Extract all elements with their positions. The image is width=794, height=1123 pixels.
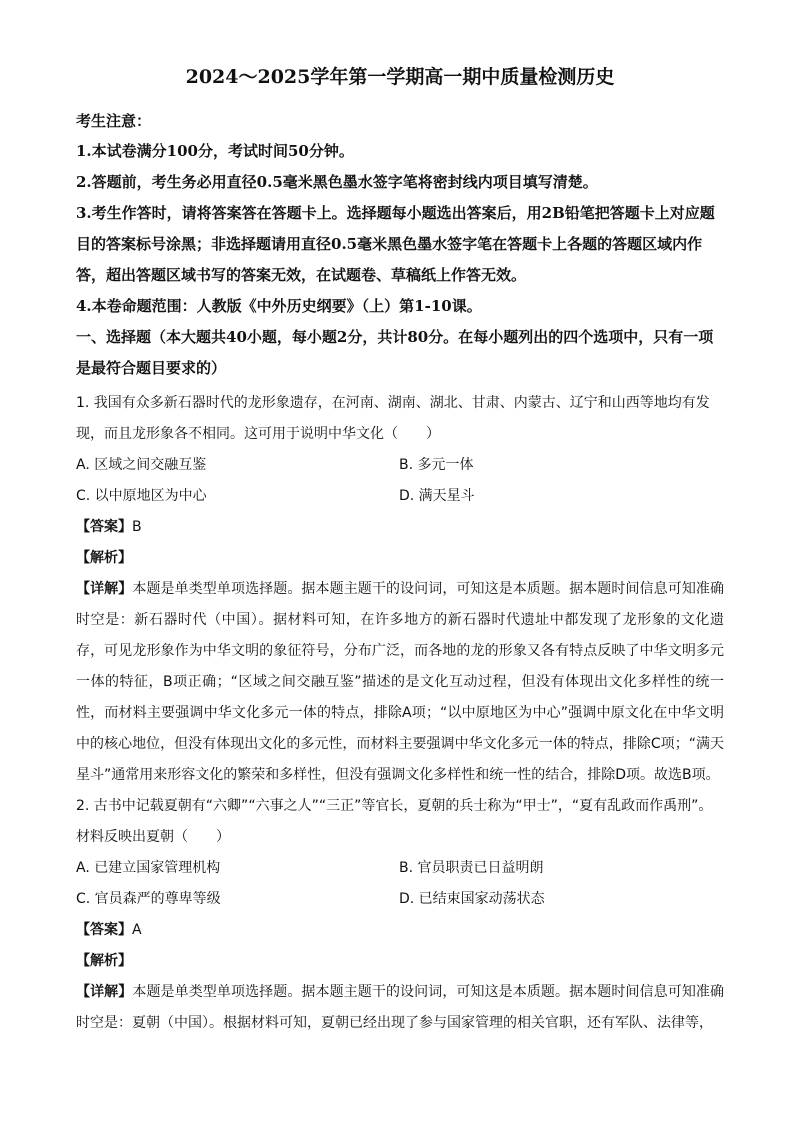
option-a: A. 已建立国家管理机构 [76, 860, 221, 876]
answer-tag: 【答案】 [76, 922, 132, 938]
notice-item: 4.本卷命题范围：人教版《中外历史纲要》（上）第1-10课。 [76, 297, 482, 315]
analysis-tag: 【解析】 [76, 550, 132, 566]
question-stem: 2. 古书中记载夏朝有“六卿”“六事之人”“三正”等官长，夏朝的兵士称为“甲士”，“夏有乱政而作禹刑”。材料反映出夏朝（ ） [76, 798, 713, 845]
analysis-line [76, 543, 724, 574]
notice-heading: 考生注意： [76, 112, 152, 130]
answer-tag: 【答案】 [76, 519, 132, 535]
detail-tag: 【详解】 [76, 984, 133, 1000]
option-c: C. 官员森严的尊卑等级 [76, 891, 221, 907]
answer-value: A [132, 922, 142, 938]
detail-text: 本题是单类型单项选择题。据本题主题干的设问词，可知这是本质题。据本题时间信息可知准确时空是：夏朝（中国）。根据材料可知，夏朝已经出现了参与国家管理的相关官职，还有军队、法律等， [76, 984, 725, 1031]
question-2 [76, 791, 724, 1039]
option-c: C. 以中原地区为中心 [76, 488, 207, 504]
exam-page [76, 62, 724, 1039]
question-options [76, 450, 724, 512]
answer-line [76, 915, 724, 946]
notice-item: 1.本试卷满分100分，考试时间50分钟。 [76, 142, 354, 160]
notice-item: 2.答题前，考生务必用直径0.5毫米黑色墨水签字笔将密封线内项目填写清楚。 [76, 173, 598, 191]
section-heading: 一、选择题（本大题共40小题，每小题2分，共计80分。在每小题列出的四个选项中，只有一项是最符合题目要求的） [76, 328, 714, 377]
question-stem: 1. 我国有众多新石器时代的龙形象遗存，在河南、湖南、湖北、甘肃、内蒙古、辽宁和山西等地均有发现，而且龙形象各不相同。这可用于说明中华文化（ ） [76, 395, 710, 442]
option-b: B. 官员职责已日益明朗 [399, 860, 544, 876]
option-d: D. 已结束国家动荡状态 [399, 891, 545, 907]
analysis-tag: 【解析】 [76, 953, 132, 969]
notice-item: 3.考生作答时，请将答案答在答题卡上。选择题每小题选出答案后，用2B铅笔把答题卡上对应题目的答案标号涂黑；非选择题请用直径0.5毫米黑色墨水签字笔在答题卡上各题的答题区域内作答，超出答题区域书写的答案无效，在试题卷、草稿纸上作答无效。 [76, 204, 715, 284]
option-a: A. 区域之间交融互鉴 [76, 457, 207, 473]
answer-line [76, 512, 724, 543]
question-options [76, 853, 724, 915]
analysis-line [76, 946, 724, 977]
option-d: D. 满天星斗 [399, 488, 475, 504]
question-1 [76, 388, 724, 791]
answer-value: B [132, 519, 142, 535]
detail-tag: 【详解】 [76, 581, 133, 597]
detail-paragraph [76, 574, 724, 791]
detail-text: 本题是单类型单项选择题。据本题主题干的设问词，可知这是本质题。据本题时间信息可知准确时空是：新石器时代（中国）。据材料可知，在许多地方的新石器时代遗址中都发现了龙形象的文化遗存，可见龙形象作为中华文明的象征符号，分布广泛，而各地的龙的形象又各有特点反映了中华文明多元一体的特征，B项正确；“区域之间交融互鉴”描述的是文化互动过程，但没有体现出文化多样性的统一性，而材料主要强调中华文化多元一体的特点，排除A项；“以中原地区为中心”强调中原文化在中华文明中的核心地位，但没有体现出文化的多元性，而材料主要强调中华文化多元一体的特点，排除C项；“满天星斗”通常用来形容文化的繁荣和多样性，但没有强调文化多样性和统一性的结合，排除D项。故选B项。 [76, 581, 725, 783]
detail-paragraph [76, 977, 724, 1039]
page-title: 2024～2025学年第一学期高一期中质量检测历史 [185, 66, 615, 88]
option-b: B. 多元一体 [399, 457, 474, 473]
